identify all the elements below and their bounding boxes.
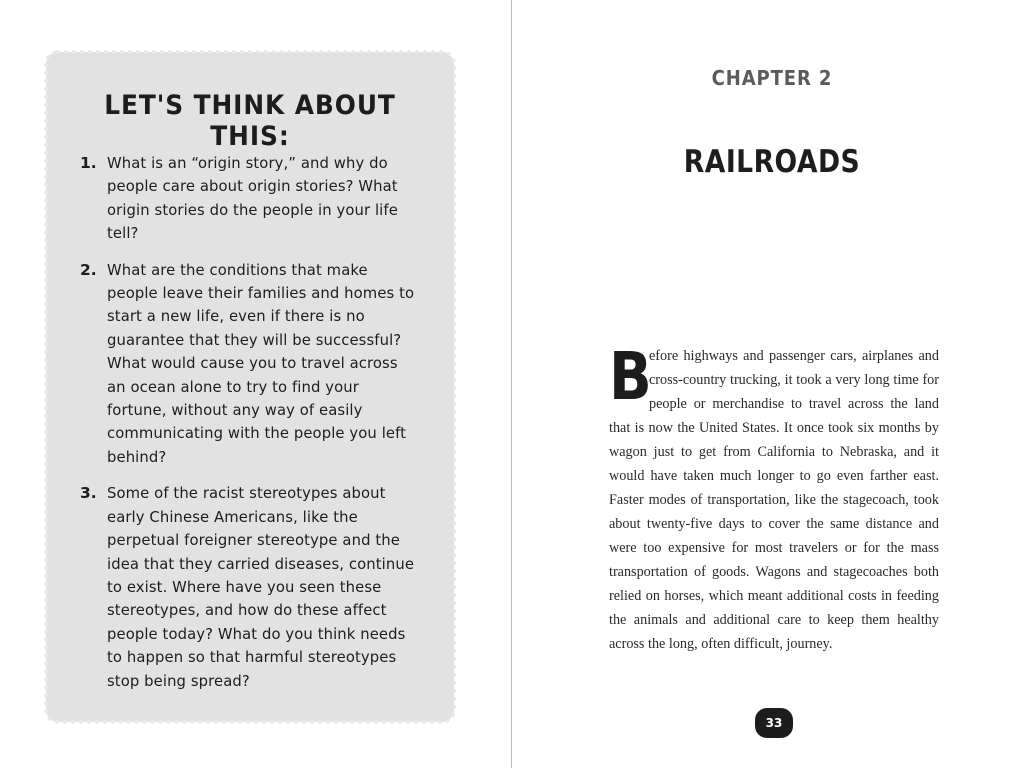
chapter-title: RAILROADS bbox=[683, 144, 861, 180]
question-text: What are the conditions that make people leave their families and homes to start a new life, even if there is no guarantee that they will be successful? What would cause you to travel across an ocean alone to try to find your fortune, without any way of easily communicating with the people you left behind? bbox=[107, 261, 415, 466]
question-item bbox=[80, 259, 420, 470]
question-text: Some of the racist stereotypes about early Chinese Americans, like the perpetual foreigner stereotype and the idea that they carried diseases, continue to exist. Where have you seen these stereotypes, and how do these affect people today? What do you think needs to happen so that harmful stereotypes stop being spread? bbox=[107, 485, 415, 690]
chapter-label: CHAPTER 2 bbox=[711, 66, 833, 90]
page-number-badge: 33 bbox=[755, 708, 793, 738]
question-item bbox=[80, 152, 420, 246]
question-number: 1. bbox=[80, 154, 97, 172]
right-page bbox=[512, 0, 1024, 768]
drop-cap: B bbox=[609, 338, 652, 415]
question-number: 3. bbox=[80, 484, 97, 503]
chapter-body bbox=[609, 338, 939, 656]
discussion-box bbox=[48, 54, 452, 720]
body-paragraph: efore highways and passenger cars, airplanes and cross-country trucking, it took a very long time for people or merchandise to travel across the land that is now the United States. It once took six months by wagon just to get from California to Nebraska, and it would have taken much longer to go even farther east. Faster modes of transportation, like the stagecoach, took about twenty-five days to cover the same distance and were too expensive for most travelers or for the mass transportation of goods. Wagons and stagecoaches both relied on horses, which meant additional costs in feeding the animals and additional care to keep them healthy across the long, often difficult, journey. bbox=[609, 348, 939, 652]
question-list bbox=[80, 152, 420, 706]
question-item bbox=[80, 482, 420, 693]
question-text: What is an “origin story,” and why do people care about origin stories? What origin stories do the people in your life tell? bbox=[107, 155, 398, 243]
box-title: LET'S THINK ABOUT THIS: bbox=[104, 90, 396, 152]
question-number: 2. bbox=[80, 260, 97, 279]
